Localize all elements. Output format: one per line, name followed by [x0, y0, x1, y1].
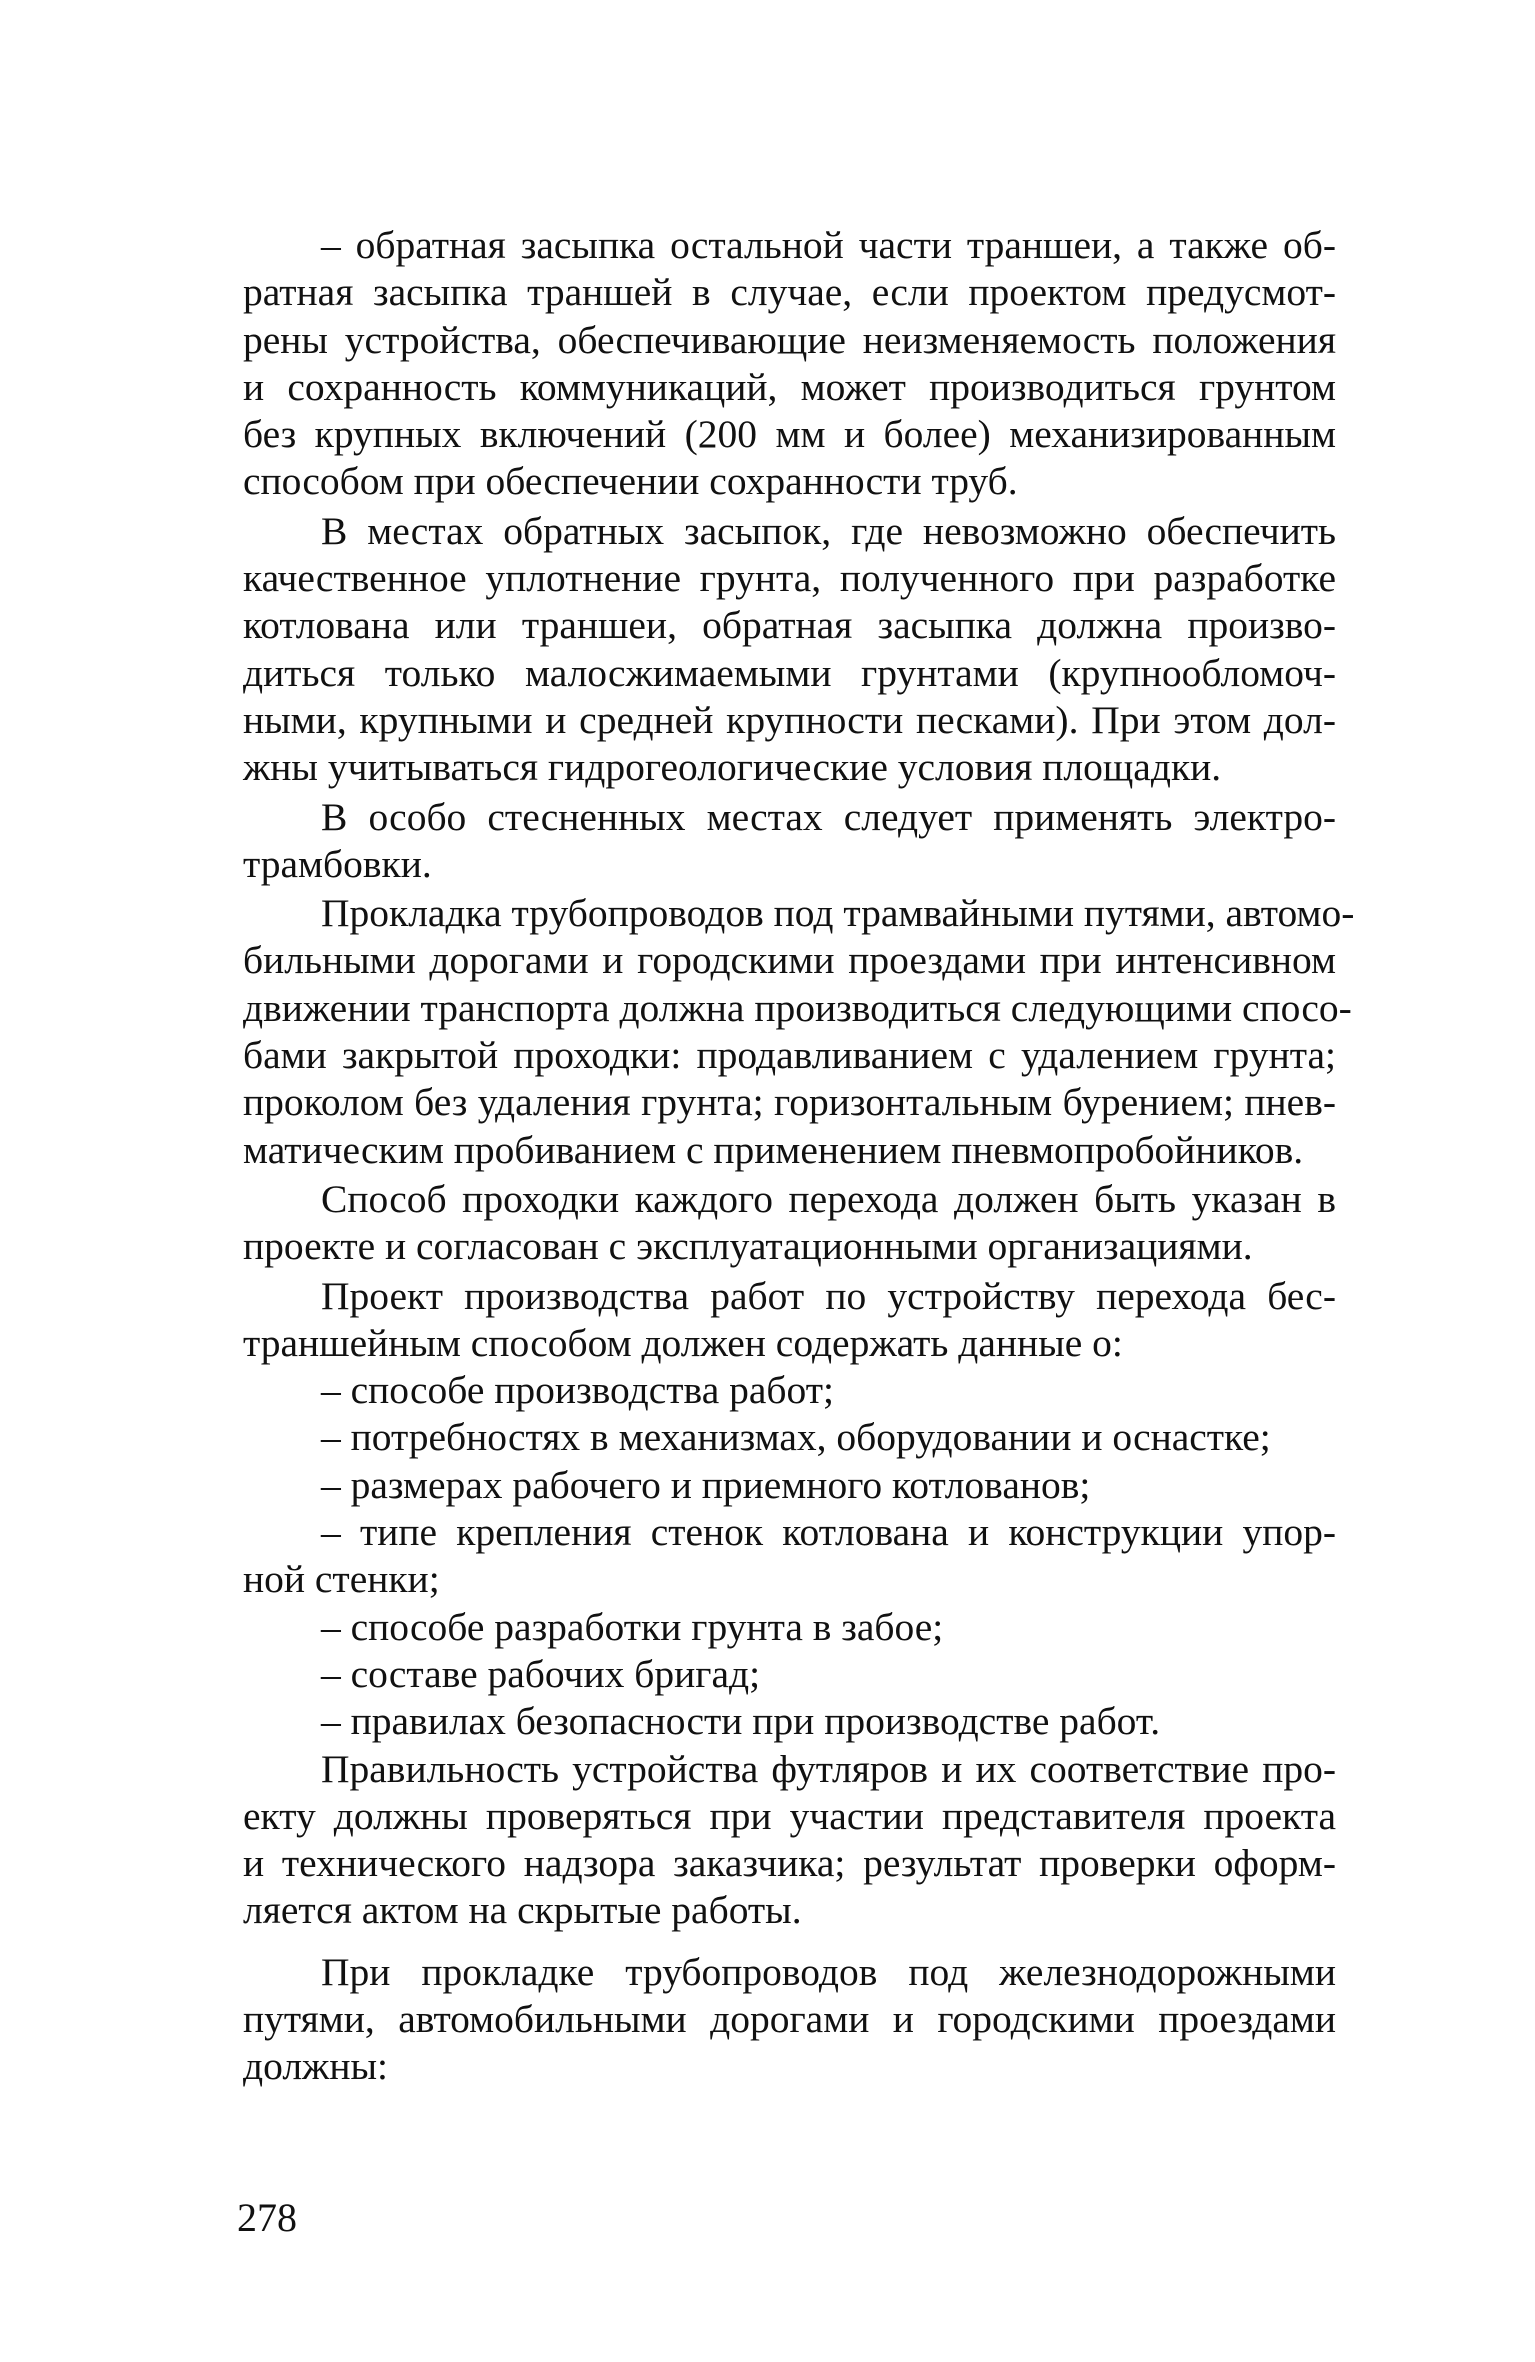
text-line: должны:: [243, 2044, 388, 2089]
text-line: рены устройства, обеспечивающие неизменяемость положения: [243, 317, 1336, 362]
list-item: [243, 1651, 1336, 1698]
text-line: ратная засыпка траншей в случае, если проектом предусмот-: [243, 270, 1336, 315]
text-line: – размерах рабочего и приемного котлованов;: [321, 1462, 1091, 1507]
text-line: При прокладке трубопроводов под железнодорожными: [321, 1949, 1336, 1994]
list-item: [243, 1604, 1336, 1651]
text-line: диться только малосжимаемыми грунтами (крупнообломоч-: [243, 650, 1336, 695]
text-line: Способ проходки каждого перехода должен быть указан в: [321, 1176, 1336, 1221]
text-line: траншейным способом должен содержать данные о:: [243, 1320, 1123, 1365]
text-line: без крупных включений (200 мм и более) механизированным: [243, 412, 1336, 457]
text-line: котлована или траншеи, обратная засыпка должна произво-: [243, 603, 1336, 648]
paragraph: [243, 794, 1336, 889]
list-item: [243, 1367, 1336, 1414]
list-item: [243, 1698, 1336, 1745]
text-line: и сохранность коммуникаций, может производиться грунтом: [243, 364, 1336, 409]
body-text: [243, 222, 1355, 2091]
text-line: – способе разработки грунта в забое;: [321, 1604, 944, 1649]
text-line: – потребностях в механизмах, оборудовании и оснастке;: [321, 1415, 1271, 1460]
text-line: – способе производства работ;: [321, 1368, 834, 1413]
text-line: и технического надзора заказчика; результат проверки оформ-: [243, 1841, 1336, 1886]
text-line: жны учитываться гидрогеологические условия площадки.: [243, 745, 1222, 790]
list-item: [243, 1509, 1336, 1604]
text-line: матическим пробиванием с применением пневмопробойников.: [243, 1127, 1304, 1172]
text-line: Прокладка трубопроводов под трамвайными путями, автомо-: [321, 891, 1355, 936]
text-line: Проект производства работ по устройству перехода бес-: [321, 1273, 1336, 1318]
text-line: бильными дорогами и городскими проездами при интенсивном: [243, 938, 1336, 983]
list-item: [243, 1414, 1336, 1461]
text-line: – правилах безопасности при производстве работ.: [321, 1699, 1161, 1744]
text-line: ной стенки;: [243, 1557, 440, 1602]
text-line: – составе рабочих бригад;: [321, 1651, 761, 1696]
text-line: В особо стесненных местах следует применять электро-: [321, 794, 1336, 839]
paragraph: [243, 1949, 1336, 2091]
text-line: движении транспорта должна производиться следующими спосо-: [243, 985, 1352, 1030]
text-line: – обратная засыпка остальной части траншеи, а также об-: [321, 223, 1336, 267]
paragraph: [243, 508, 1336, 792]
text-line: Правильность устройства футляров и их соответствие про-: [321, 1746, 1336, 1791]
paragraph: [243, 1273, 1336, 1368]
text-line: ляется актом на скрытые работы.: [243, 1888, 802, 1933]
text-line: проекте и согласован с эксплуатационными организациями.: [243, 1224, 1253, 1269]
page-number: 278: [237, 2195, 297, 2240]
paragraph: [243, 1176, 1336, 1271]
list-item: [243, 1462, 1336, 1509]
text-line: – типе крепления стенок котлована и конструкции упор-: [321, 1510, 1336, 1555]
paragraph: [243, 1746, 1336, 1935]
text-line: трамбовки.: [243, 841, 432, 886]
text-line: проколом без удаления грунта; горизонтальным бурением; пнев-: [243, 1080, 1336, 1125]
text-line: способом при обеспечении сохранности труб.: [243, 459, 1018, 504]
text-line: екту должны проверяться при участии представителя проекта: [243, 1793, 1336, 1838]
text-line: качественное уплотнение грунта, полученного при разработке: [243, 556, 1336, 601]
text-line: В местах обратных засыпок, где невозможно обеспечить: [321, 508, 1336, 553]
text-line: путями, автомобильными дорогами и городскими проездами: [243, 1996, 1336, 2041]
paragraph: [243, 890, 1355, 1174]
text-line: ными, крупными и средней крупности песками). При этом дол-: [243, 697, 1336, 742]
paragraph: [243, 222, 1336, 506]
text-line: бами закрытой проходки: продавливанием с удалением грунта;: [243, 1033, 1336, 1078]
